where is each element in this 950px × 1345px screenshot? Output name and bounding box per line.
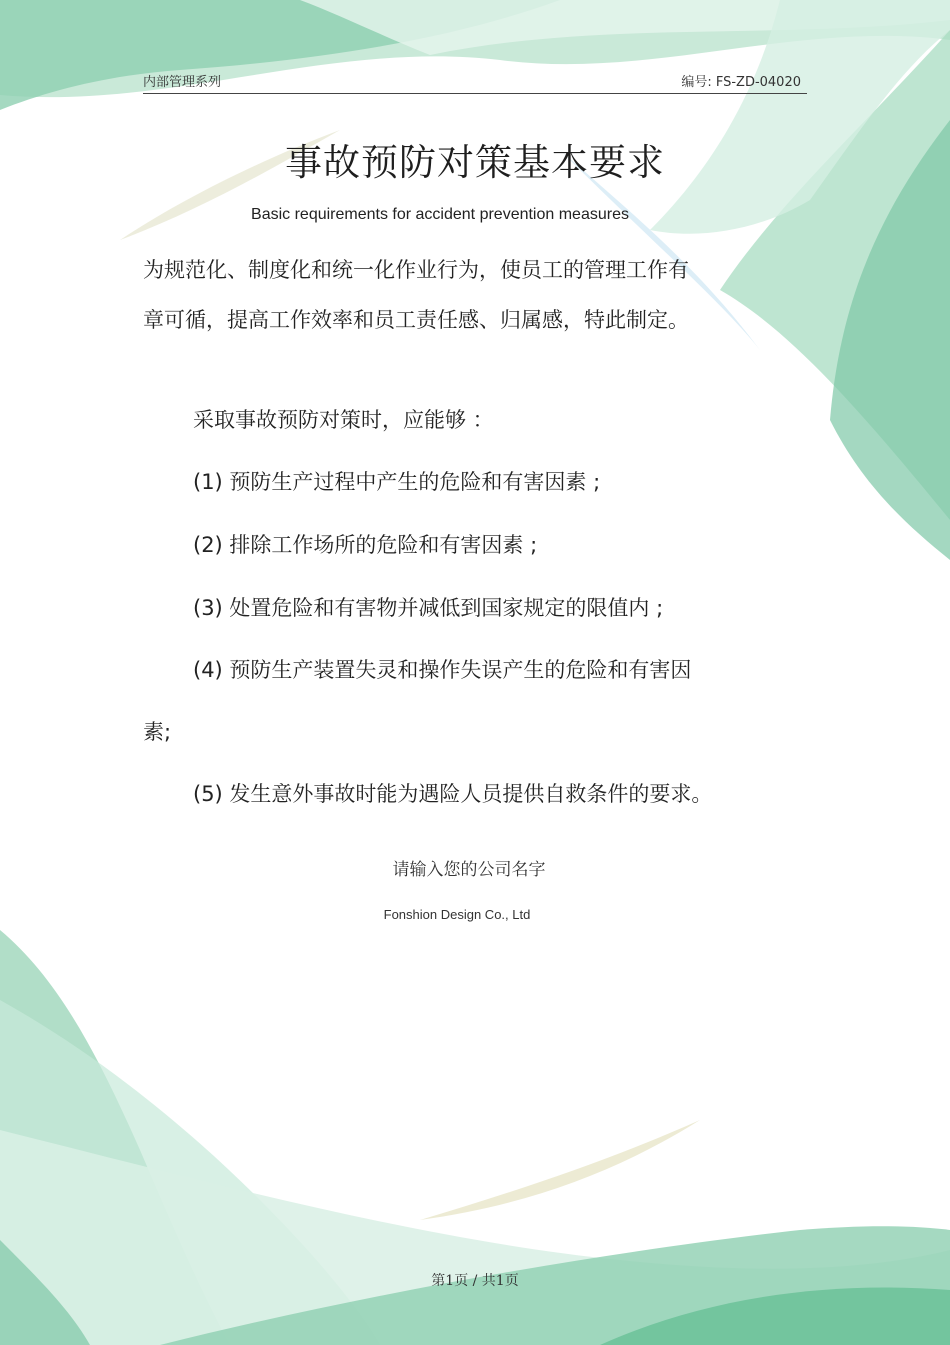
list-item: (1) 预防生产过程中产生的危险和有害因素 ; [193,470,601,494]
intro-line-2: 章可循，提高工作效率和员工责任感、归属感，特此制定。 [143,308,689,332]
page-number: 第1页 / 共1页 [431,1273,519,1289]
lead-text: 采取事故预防对策时，应能够 ： [193,408,494,432]
document-title: 事故预防对策基本要求 [285,141,665,184]
header-code: 编号: FS-ZD-04020 [681,75,801,90]
company-name-cn: 请输入您的公司名字 [392,860,546,880]
list-item: (2) 排除工作场所的危险和有害因素 ; [193,533,538,557]
list-item: (5) 发生意外事故时能为遇险人员提供自救条件的要求。 [193,782,713,806]
page-header [143,71,807,94]
list-item-continuation: 素; [143,720,172,744]
header-series: 内部管理系列 [143,75,222,90]
document-subtitle: Basic requirements for accident prevention measures [251,206,629,223]
company-name-en: Fonshion Design Co., Ltd [383,907,531,922]
intro-line-1: 为规范化、制度化和统一化作业行为，使员工的管理工作有 [143,258,689,282]
list-item: (4) 预防生产装置失灵和操作失误产生的危险和有害因 [193,658,692,682]
list-item: (3) 处置危险和有害物并减低到国家规定的限值内 ; [193,596,664,620]
